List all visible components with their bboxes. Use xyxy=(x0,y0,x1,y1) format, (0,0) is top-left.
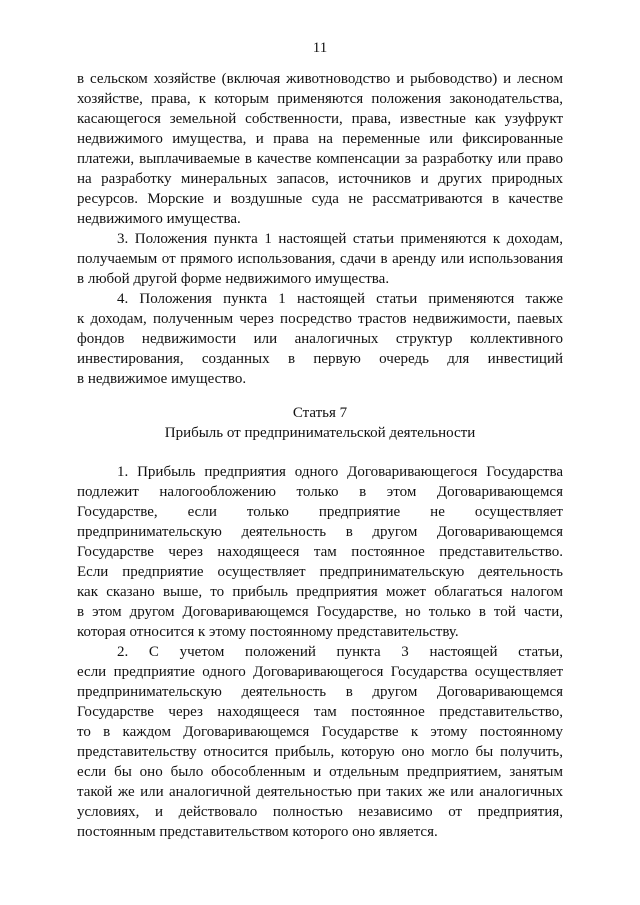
paragraph-item-4 xyxy=(77,289,563,389)
text-line: платежи, выплачиваемые в качестве компенсации за разработку или право xyxy=(77,151,563,167)
text-line: которая относится к этому постоянному представительству. xyxy=(77,624,459,640)
text-block-top xyxy=(77,69,563,389)
text-line: к доходам, полученным через посредство трастов недвижимости, паевых xyxy=(77,311,563,327)
text-line: если бы оно было обособленным и отдельным предприятием, занятым xyxy=(77,764,563,780)
text-line: предпринимательскую деятельность в другом Договаривающемся xyxy=(77,684,563,700)
text-line: предпринимательскую деятельность в другом Договаривающемся xyxy=(77,524,563,540)
article-title: Прибыль от предпринимательской деятельности xyxy=(164,425,476,441)
text-line: недвижимого имущества. xyxy=(77,211,241,227)
text-line: в недвижимое имущество. xyxy=(77,371,247,387)
text-line: инвестирования, созданных в первую очередь для инвестиций xyxy=(77,351,563,367)
text-line: как сказано выше, то прибыль предприятия может облагаться налогом xyxy=(77,584,563,600)
text-line: хозяйстве, права, к которым применяются положения законодательства, xyxy=(77,91,563,107)
text-line: Если предприятие осуществляет предпринимательскую деятельность xyxy=(77,564,563,580)
paragraph-real-property-definition xyxy=(77,69,563,229)
text-line: 4. Положения пункта 1 настоящей статьи применяются также xyxy=(117,291,563,307)
text-line: представительству относится прибыль, которую оно могло бы получить, xyxy=(77,744,563,760)
paragraph-article7-item-1 xyxy=(77,462,563,642)
text-line: на разработку минеральных запасов, источников и других природных xyxy=(77,171,563,187)
text-block-bottom xyxy=(77,462,563,842)
paragraph-item-3 xyxy=(77,229,563,289)
text-line: постоянным представительством которого оно является. xyxy=(77,824,438,840)
text-line: то в каждом Договаривающемся Государстве к этому постоянному xyxy=(77,724,563,740)
text-line: Государстве через находящееся там постоянное представительство, xyxy=(77,704,563,720)
text-line: фондов недвижимости или аналогичных структур коллективного xyxy=(77,331,563,347)
text-line: подлежит налогообложению только в этом Договаривающемся xyxy=(77,484,563,500)
text-line: недвижимого имущества, и права на переменные или фиксированные xyxy=(77,131,563,147)
article-number: Статья 7 xyxy=(292,405,348,421)
text-line: если предприятие одного Договаривающегося Государства осуществляет xyxy=(77,664,563,680)
text-line: такой же или аналогичной деятельностью при таких же или аналогичных xyxy=(77,784,563,800)
paragraph-article7-item-2 xyxy=(77,642,563,842)
text-line: Государстве через находящееся там постоянное представительство. xyxy=(77,544,563,560)
page-number: 11 xyxy=(312,40,328,56)
text-line: в сельском хозяйстве (включая животноводство и рыбоводство) и лесном xyxy=(77,71,563,87)
text-line: ресурсов. Морские и воздушные суда не рассматриваются в качестве xyxy=(77,191,563,207)
text-line: в любой другой форме недвижимого имущества. xyxy=(77,271,390,287)
text-line: касающегося земельной собственности, права, известные как узуфрукт xyxy=(77,111,563,127)
text-line: Государстве, если только предприятие не осуществляет xyxy=(77,504,563,520)
text-line: 3. Положения пункта 1 настоящей статьи применяются к доходам, xyxy=(117,231,563,247)
text-line: в этом другом Договаривающемся Государстве, но только в той части, xyxy=(77,604,563,620)
text-line: условиях, и действовало полностью независимо от предприятия, xyxy=(77,804,563,820)
text-line: 1. Прибыль предприятия одного Договаривающегося Государства xyxy=(117,464,563,480)
text-line: получаемым от прямого использования, сдачи в аренду или использования xyxy=(77,251,563,267)
text-line: 2. С учетом положений пункта 3 настоящей статьи, xyxy=(117,644,563,660)
